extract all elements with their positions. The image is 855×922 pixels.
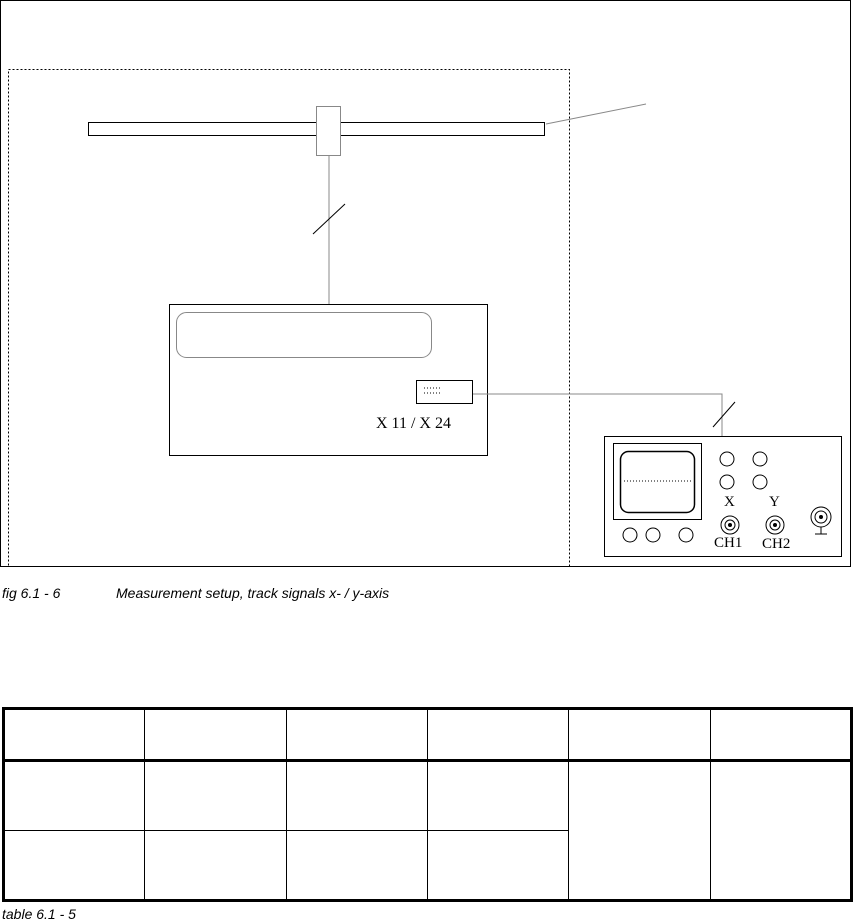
table-cell <box>4 761 145 831</box>
oscilloscope-screen <box>621 452 695 513</box>
table-cell <box>4 831 145 901</box>
scope-knob <box>679 528 693 542</box>
table-caption: table 6.1 - 5 <box>2 906 76 922</box>
table-header-row <box>4 709 852 761</box>
control-display <box>177 313 432 358</box>
scope-knob <box>720 452 734 466</box>
figure-caption: Measurement setup, track signals x- / y-axis <box>116 585 390 601</box>
table-cell <box>145 831 286 901</box>
connector-socket <box>417 381 473 404</box>
table-row <box>4 761 852 831</box>
scope-y-label: Y <box>769 494 780 510</box>
signal-table <box>2 707 853 902</box>
scope-knob <box>646 528 660 542</box>
reading-head <box>317 107 341 156</box>
table-cell <box>427 831 568 901</box>
ground-jack-pin <box>819 515 823 519</box>
scope-cable-tick <box>713 402 735 427</box>
table-cell <box>286 831 427 901</box>
table-header-cell <box>710 709 851 761</box>
scope-ch2-label: CH2 <box>762 536 791 552</box>
scope-ch1-label: CH1 <box>714 535 743 551</box>
scope-knob <box>753 452 767 466</box>
scope-cable <box>473 394 722 436</box>
table-header-cell <box>145 709 286 761</box>
ch2-bnc-pin <box>773 523 777 527</box>
table-cell <box>569 761 710 901</box>
ch1-bnc-pin <box>728 523 732 527</box>
scope-x-label: X <box>724 494 735 510</box>
figure-number: fig 6.1 - 6 <box>2 585 61 601</box>
table-header-cell <box>427 709 568 761</box>
scope-knob <box>623 528 637 542</box>
scope-knob <box>720 475 734 489</box>
table-cell <box>427 761 568 831</box>
table-header-cell <box>286 709 427 761</box>
connector-label: X 11 / X 24 <box>376 415 451 432</box>
table-cell <box>145 761 286 831</box>
scope-knob <box>753 475 767 489</box>
table-cell <box>286 761 427 831</box>
table-header-cell <box>569 709 710 761</box>
table-cell <box>710 761 851 901</box>
table-header-cell <box>4 709 145 761</box>
scale-leader-line <box>546 104 646 124</box>
